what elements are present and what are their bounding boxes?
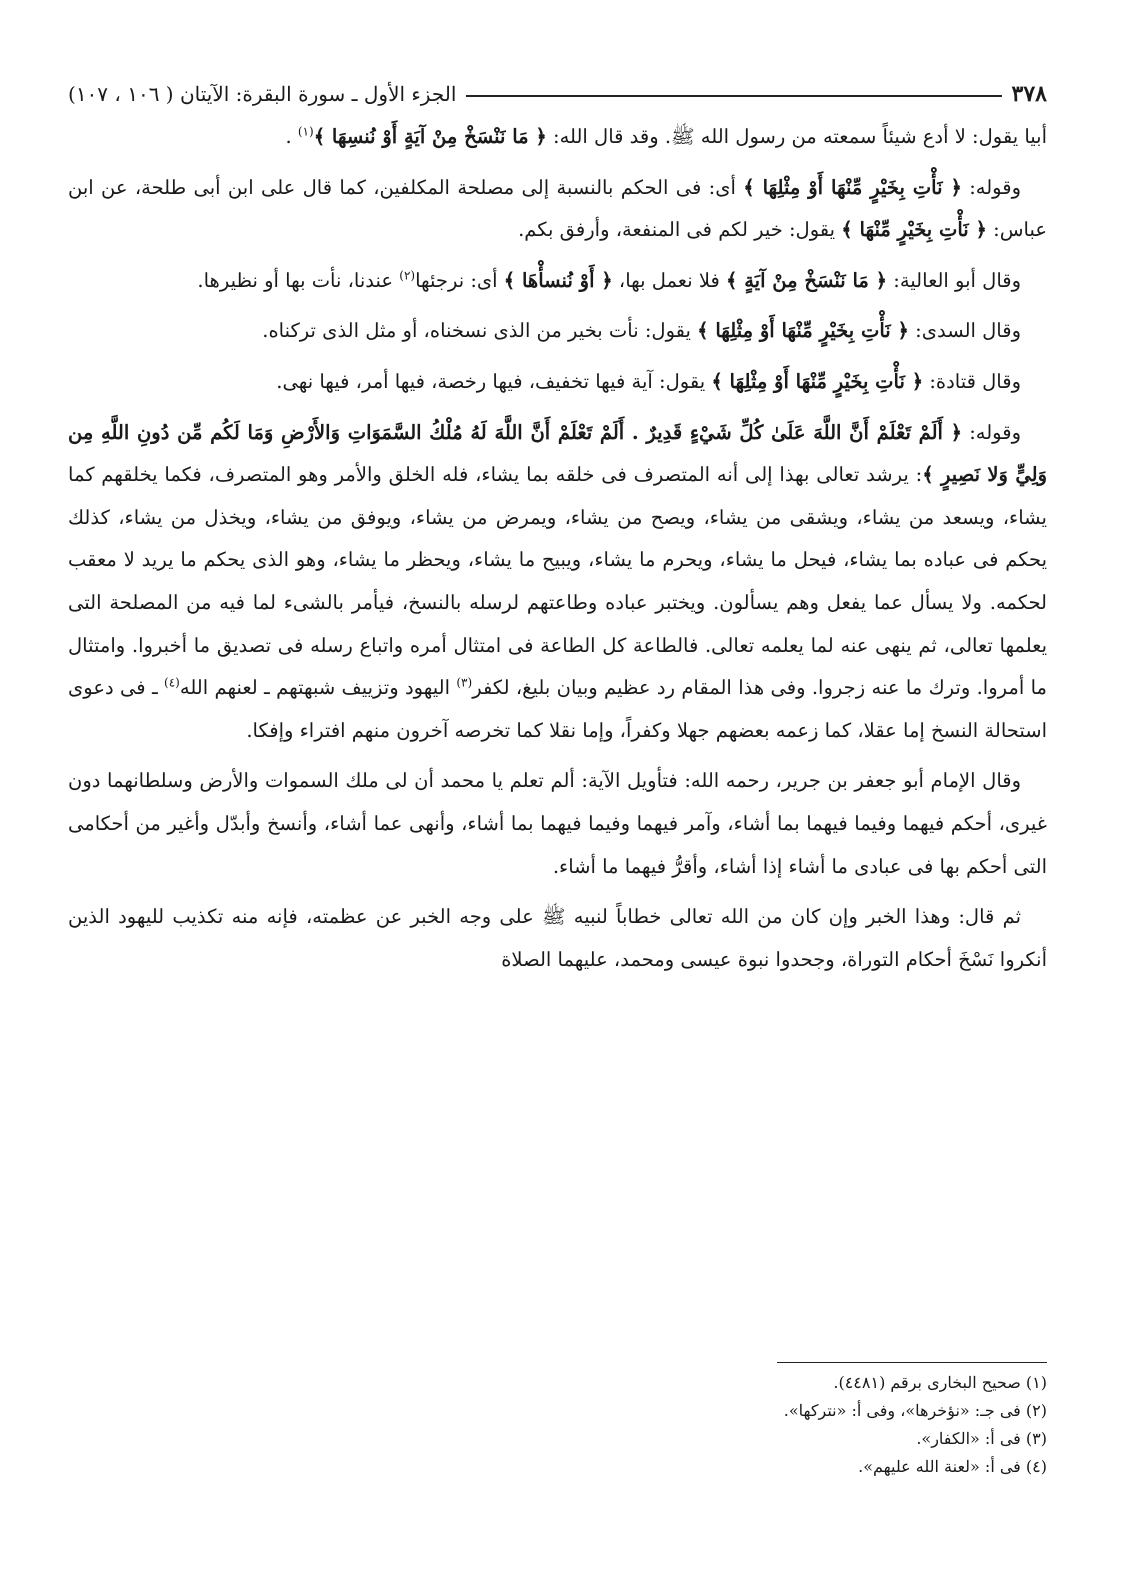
- footnote: (٢) فى جـ: «نؤخرها»، وفى أ: «نتركها».: [783, 1401, 1047, 1420]
- quran-quote: ﴿ مَا نَنْسَخْ مِنْ آيَةٍ أَوْ نُنسِهَا ﴾: [313, 125, 547, 148]
- footnote: (٣) فى أ: «الكفار».: [916, 1429, 1047, 1448]
- footnote-marker: (٣): [456, 675, 473, 690]
- footnote-marker: (١): [297, 124, 314, 139]
- paragraph: [68, 760, 1047, 888]
- quran-quote: ﴿ مَا نَنْسَخْ مِنْ آيَةٍ ﴾: [726, 268, 888, 292]
- header-title: الجزء الأول ـ سورة البقرة: الآيتان ( ١٠٦ ، ١٠٧): [68, 82, 457, 106]
- quran-quote: ﴿ نَأْتِ بِخَيْرٍ مِّنْهَا أَوْ مِثْلِهَا ﴾: [711, 369, 924, 393]
- paragraph-text: يقول: خير لكم فى المنفعة، وأرفق بكم.: [518, 218, 842, 242]
- paragraph-text: اليهود وتزييف شبهتهم ـ لعنهم الله: [179, 676, 457, 700]
- quran-quote: ﴿ أَوْ نُنسأْهَا ﴾: [503, 268, 613, 292]
- paragraph-text: يقول: نأت بخير من الذى نسخناه، أو مثل الذى تركناه.: [262, 319, 698, 343]
- paragraph-text: وقوله:: [962, 420, 1021, 444]
- paragraph-text: .: [285, 125, 298, 148]
- header-rule: [466, 95, 1001, 97]
- footnote-rule: [777, 1362, 1047, 1363]
- paragraph-text: فلا نعمل بها،: [612, 268, 726, 292]
- body-text: [68, 116, 1047, 981]
- paragraph-text: ـ فى دعوى استحالة النسخ إما عقلا، كما زعمه بعضهم جهلا وكفراً، وإما نقلا كما تخرصه آخرون منهم افتراء وإفكا.: [68, 676, 1047, 742]
- paragraph: [68, 361, 1047, 404]
- paragraph-text: يقول: آية فيها تخفيف، فيها رخصة، فيها أمر، فيها نهى.: [276, 369, 712, 393]
- paragraph: [68, 412, 1047, 753]
- paragraph: [68, 167, 1047, 252]
- paragraph-text: أى: نرجئها: [415, 268, 504, 292]
- footnote: (١) صحيح البخارى برقم (٤٤٨١).: [833, 1373, 1047, 1392]
- quran-quote: ﴿ نَأْتِ بِخَيْرٍ مِّنْهَا أَوْ مِثْلِهَا ﴾: [743, 175, 962, 199]
- running-header: [68, 78, 1047, 110]
- paragraph: [68, 116, 1047, 159]
- footnote: (٤) فى أ: «لعنة الله عليهم».: [858, 1457, 1047, 1476]
- paragraph-text: ثم قال: وهذا الخبر وإن كان من الله تعالى خطاباً لنبيه ﷺ على وجه الخبر عن عظمته، فإنه منه تكذيب لليهود الذين أنكروا نَسْخَ أحكام التوراة، وجحدوا نبوة عيسى ومحمد، عليهما الصلاة: [68, 905, 1047, 971]
- paragraph: [68, 896, 1047, 981]
- page-number: ٣٧٨: [1011, 81, 1047, 107]
- paragraph-text: وقال قتادة:: [923, 369, 1021, 393]
- quran-quote: ﴿ أَلَمْ تَعْلَمْ أَنَّ اللَّهَ عَلَىٰ كُلِّ شَيْءٍ قَدِيرٌ . أَلَمْ تَعْلَمْ أَنَّ اللَّهَ لَهُ مُلْكُ السَّمَوَاتِ وَالأَرْضِ وَمَا لَكُم مِّن دُونِ اللَّهِ مِن وَلِيٍّ وَلا نَصِيرٍ ﴾: [68, 420, 1047, 487]
- paragraph-text: أبيا يقول: لا أدع شيئاً سمعته من رسول الله ﷺ. وقد قال الله:: [546, 125, 1047, 148]
- footnote-marker: (٢): [399, 268, 416, 283]
- paragraph: [68, 260, 1047, 303]
- paragraph: [68, 310, 1047, 353]
- paragraph-text: وقال الإمام أبو جعفر بن جرير، رحمه الله: فتأويل الآية: ألم تعلم يا محمد أن لى ملك السموات والأرض وسلطانهما دون غيرى، أحكم فيهما وفيما فيهما بما أشاء، وآمر فيهما وفيما فيهما بما أشاء، وأنهى عما أشاء، وأنسخ وأبدّل وأغير من أحكامى التى أحكم بها فى عبادى ما أشاء إذا أشاء، وأقرُّ فيهما ما أشاء.: [68, 769, 1047, 878]
- paragraph-text: وقوله:: [961, 175, 1021, 199]
- paragraph-text: وقال أبو العالية:: [887, 268, 1021, 292]
- quran-quote: ﴿ نَأْتِ بِخَيْرٍ مِّنْهَا ﴾: [841, 218, 987, 242]
- paragraph-text: : يرشد تعالى بهذا إلى أنه المتصرف فى خلقه بما يشاء، فله الخلق والأمر وهو المتصرف، فكما يخلقهم كما يشاء، ويسعد من يشاء، ويشقى من يشاء، ويصح من يشاء، ويمرض من يشاء، ويوفق من يشاء، ويخذل من يشاء، كذلك يحكم فى عباده بما يشاء، فيحل ما يشاء، ويحرم ما يشاء، ويبيح ما يشاء، ويحظر ما يشاء، وهو الذى يحكم ما يريد لا معقب لحكمه. ولا يسأل عما يفعل وهم يسألون. ويختبر عباده وطاعتهم لرسله بالنسخ، فيأمر بالشىء لما فيه من المصلحة التى يعلمها تعالى، ثم ينهى عنه لما يعلمه تعالى. فالطاعة كل الطاعة فى امتثال أمره واتباع رسله فى تصديق ما أخبروا. وامتثال ما أمروا. وترك ما عنه زجروا. وفى هذا المقام رد عظيم وبيان بليغ، لكفر: [68, 463, 1048, 700]
- paragraph-text: أى: فى الحكم بالنسبة إلى مصلحة المكلفين، كما قال على ابن أبى طلحة، عن ابن عباس:: [68, 175, 1047, 242]
- paragraph-text: وقال السدى:: [908, 319, 1021, 343]
- paragraph-text: عندنا، نأت بها أو نظيرها.: [197, 268, 400, 292]
- footnotes: [68, 1362, 1047, 1481]
- footnote-marker: (٤): [164, 675, 180, 690]
- quran-quote: ﴿ نَأْتِ بِخَيْرٍ مِّنْهَا أَوْ مِثْلِهَا ﴾: [697, 319, 909, 343]
